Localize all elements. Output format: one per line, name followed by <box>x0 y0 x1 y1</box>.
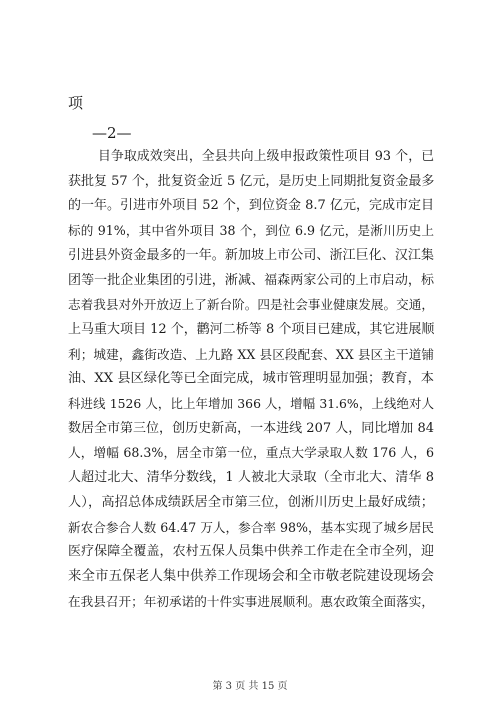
text-line: 标的 91%，其中省外项目 38 个，到位 6.9 亿元，是淅川历史上 <box>68 223 434 239</box>
page-marker: —2— <box>92 124 132 142</box>
text-line: 人超过北大、清华分数线，1 人被北大录取（全市北大、清华 8 <box>68 470 434 486</box>
text-line: 上马重大项目 12 个，鹳河二桥等 8 个项目已建成，其它进展顺 <box>68 321 435 337</box>
text-line: 在我县召开；年初承诺的十件实事进展顺利。惠农政策全面落实， <box>68 593 434 609</box>
text-line: 志着我县对外开放迈上了新台阶。四是社会事业健康发展。交通， <box>68 297 434 313</box>
body-paragraph <box>68 145 434 614</box>
text-line: 科进线 1526 人，比上年增加 366 人，增幅 31.6%，上线绝对人 <box>68 396 434 412</box>
text-line: 的一年。引进市外项目 52 个，到位资金 8.7 亿元，完成市定目 <box>68 198 434 214</box>
text-line: 引进县外资金最多的一年。新加坡上市公司、浙江巨化、汉江集 <box>68 247 434 263</box>
text-line: 人，增幅 68.3%，居全市第一位，重点大学录取人数 176 人，6 <box>68 445 434 461</box>
text-line: 油、XX 县区绿化等已全面完成，城市管理明显加强；教育，本 <box>68 371 434 387</box>
page-footer: 第 3 页 共 15 页 <box>212 681 288 692</box>
text-line: 利；城建，鑫街改造、上九路 XX 县区段配套、XX 县区主干道铺 <box>68 346 434 362</box>
top-fragment: 项 <box>68 94 84 112</box>
text-line: 医疗保障全覆盖，农村五保人员集中供养工作走在全市全列，迎 <box>68 544 434 560</box>
text-line: 数居全市第三位，创历史新高，一本进线 207 人，同比增加 84 <box>68 420 434 436</box>
text-line: 来全市五保老人集中供养工作现场会和全市敬老院建设现场会 <box>68 568 434 584</box>
text-line: 目争取成效突出，全县共向上级申报政策性项目 93 个，已 <box>98 149 434 164</box>
text-line: 人），高招总体成绩跃居全市第三位，创淅川历史上最好成绩； <box>68 494 434 510</box>
text-line: 团等一批企业集团的引进，淅减、福森两家公司的上市启动，标 <box>68 272 434 288</box>
text-line: 新农合参合人数 64.47 万人，参合率 98%，基本实现了城乡居民 <box>68 519 434 535</box>
text-line: 获批复 57 个，批复资金近 5 亿元，是历史上同期批复资金最多 <box>68 173 435 189</box>
